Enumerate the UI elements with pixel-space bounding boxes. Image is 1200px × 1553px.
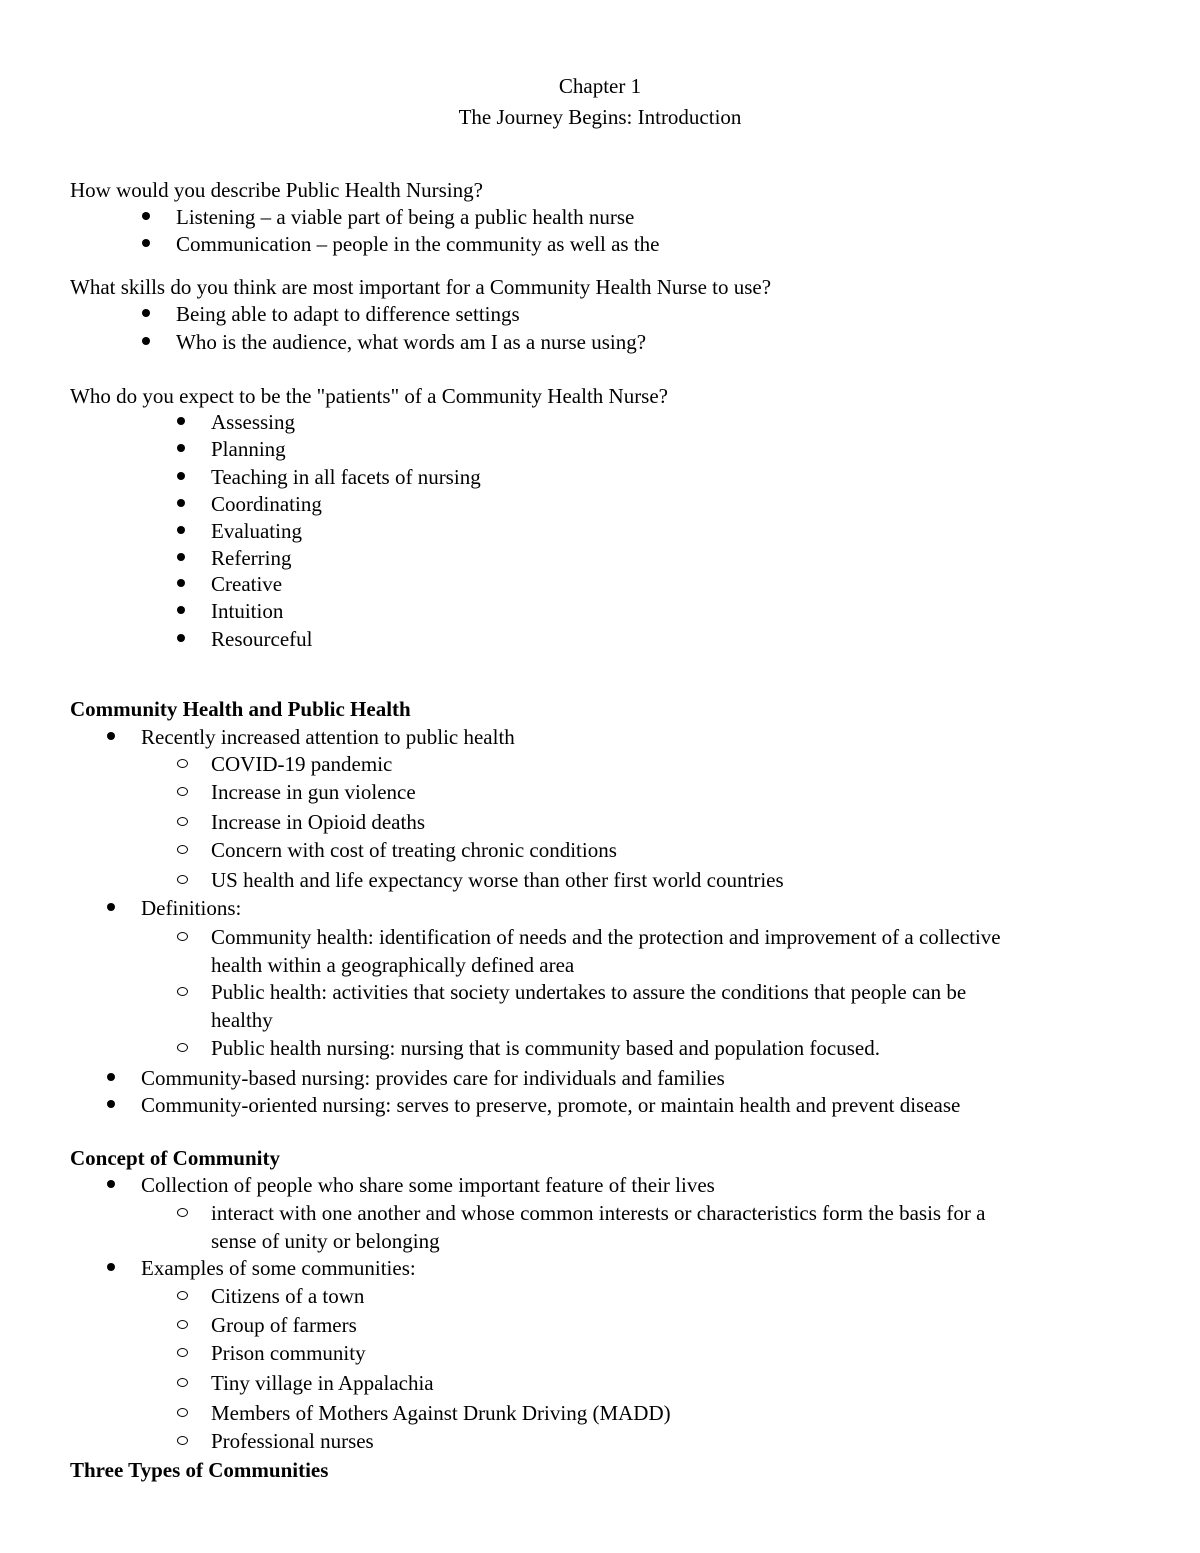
sub-list-item: Concern with cost of treating chronic conditions	[211, 838, 617, 862]
chapter-subtitle: The Journey Begins: Introduction	[458, 105, 742, 129]
circle-bullet-icon	[177, 787, 188, 796]
circle-bullet-icon	[177, 1378, 188, 1387]
bullet-icon	[177, 499, 185, 507]
definition-public-health-continued: healthy	[211, 1008, 273, 1032]
list-item: Coordinating	[211, 492, 322, 516]
list-item: Resourceful	[211, 627, 313, 651]
list-item: Definitions:	[141, 896, 242, 920]
section-heading-community-public-health: Community Health and Public Health	[70, 697, 411, 721]
question-2: What skills do you think are most important for a Community Health Nurse to use?	[70, 275, 772, 299]
circle-bullet-icon	[177, 845, 188, 854]
sub-list-item-continued: sense of unity or belonging	[211, 1229, 440, 1253]
list-item: Intuition	[211, 599, 284, 623]
list-item: Assessing	[211, 410, 296, 434]
bullet-icon	[142, 309, 150, 317]
sub-list-item: Tiny village in Appalachia	[211, 1371, 434, 1395]
sub-list-item: Professional nurses	[211, 1429, 374, 1453]
sub-list-item: Group of farmers	[211, 1313, 357, 1337]
list-item: Community-oriented nursing: serves to preserve, promote, or maintain health and prevent disease	[141, 1093, 961, 1117]
list-item: Referring	[211, 546, 292, 570]
bullet-icon	[107, 1100, 115, 1108]
circle-bullet-icon	[177, 932, 188, 941]
list-item: Who is the audience, what words am I as a nurse using?	[176, 330, 647, 354]
bullet-icon	[177, 579, 185, 587]
definition-community-health-continued: health within a geographically defined area	[211, 953, 575, 977]
sub-list-item: Increase in Opioid deaths	[211, 810, 426, 834]
list-item: Recently increased attention to public health	[141, 725, 515, 749]
bullet-icon	[107, 1073, 115, 1081]
chapter-title: Chapter 1	[558, 74, 642, 98]
list-item: Teaching in all facets of nursing	[211, 465, 481, 489]
sub-list-item: Prison community	[211, 1341, 366, 1365]
circle-bullet-icon	[177, 987, 188, 996]
sub-list-item: COVID-19 pandemic	[211, 752, 393, 776]
circle-bullet-icon	[177, 1348, 188, 1357]
bullet-icon	[107, 732, 115, 740]
sub-list-item: Increase in gun violence	[211, 780, 416, 804]
bullet-icon	[177, 606, 185, 614]
bullet-icon	[142, 239, 150, 247]
section-heading-three-types: Three Types of Communities	[70, 1458, 329, 1482]
circle-bullet-icon	[177, 759, 188, 768]
sub-list-item: US health and life expectancy worse than other first world countries	[211, 868, 784, 892]
sub-list-item: Citizens of a town	[211, 1284, 365, 1308]
list-item: Community-based nursing: provides care for individuals and families	[141, 1066, 725, 1090]
sub-list-item: Members of Mothers Against Drunk Driving (MADD)	[211, 1401, 671, 1425]
list-item: Collection of people who share some important feature of their lives	[141, 1173, 715, 1197]
bullet-icon	[107, 1263, 115, 1271]
circle-bullet-icon	[177, 1408, 188, 1417]
section-heading-concept-of-community: Concept of Community	[70, 1146, 280, 1170]
circle-bullet-icon	[177, 875, 188, 884]
circle-bullet-icon	[177, 1043, 188, 1052]
bullet-icon	[107, 1180, 115, 1188]
list-item: Creative	[211, 572, 283, 596]
list-item: Evaluating	[211, 519, 302, 543]
bullet-icon	[177, 634, 185, 642]
bullet-icon	[177, 417, 185, 425]
bullet-icon	[107, 903, 115, 911]
bullet-icon	[142, 337, 150, 345]
question-1: How would you describe Public Health Nursing?	[70, 178, 483, 202]
list-item: Planning	[211, 437, 286, 461]
list-item: Listening – a viable part of being a public health nurse	[176, 205, 635, 229]
question-3: Who do you expect to be the "patients" of a Community Health Nurse?	[70, 384, 668, 408]
bullet-icon	[177, 472, 185, 480]
bullet-icon	[177, 526, 185, 534]
list-item: Being able to adapt to difference settings	[176, 302, 520, 326]
definition-community-health: Community health: identification of needs and the protection and improvement of a collective	[211, 925, 1001, 949]
definition-public-health: Public health: activities that society undertakes to assure the conditions that people can be	[211, 980, 967, 1004]
list-item: Communication – people in the community as well as the	[176, 232, 660, 256]
bullet-icon	[177, 444, 185, 452]
circle-bullet-icon	[177, 1320, 188, 1329]
circle-bullet-icon	[177, 1291, 188, 1300]
circle-bullet-icon	[177, 1436, 188, 1445]
definition-public-health-nursing: Public health nursing: nursing that is community based and population focused.	[211, 1036, 880, 1060]
circle-bullet-icon	[177, 1208, 188, 1217]
bullet-icon	[142, 212, 150, 220]
list-item: Examples of some communities:	[141, 1256, 416, 1280]
circle-bullet-icon	[177, 817, 188, 826]
sub-list-item: interact with one another and whose common interests or characteristics form the basis for a	[211, 1201, 986, 1225]
bullet-icon	[177, 553, 185, 561]
